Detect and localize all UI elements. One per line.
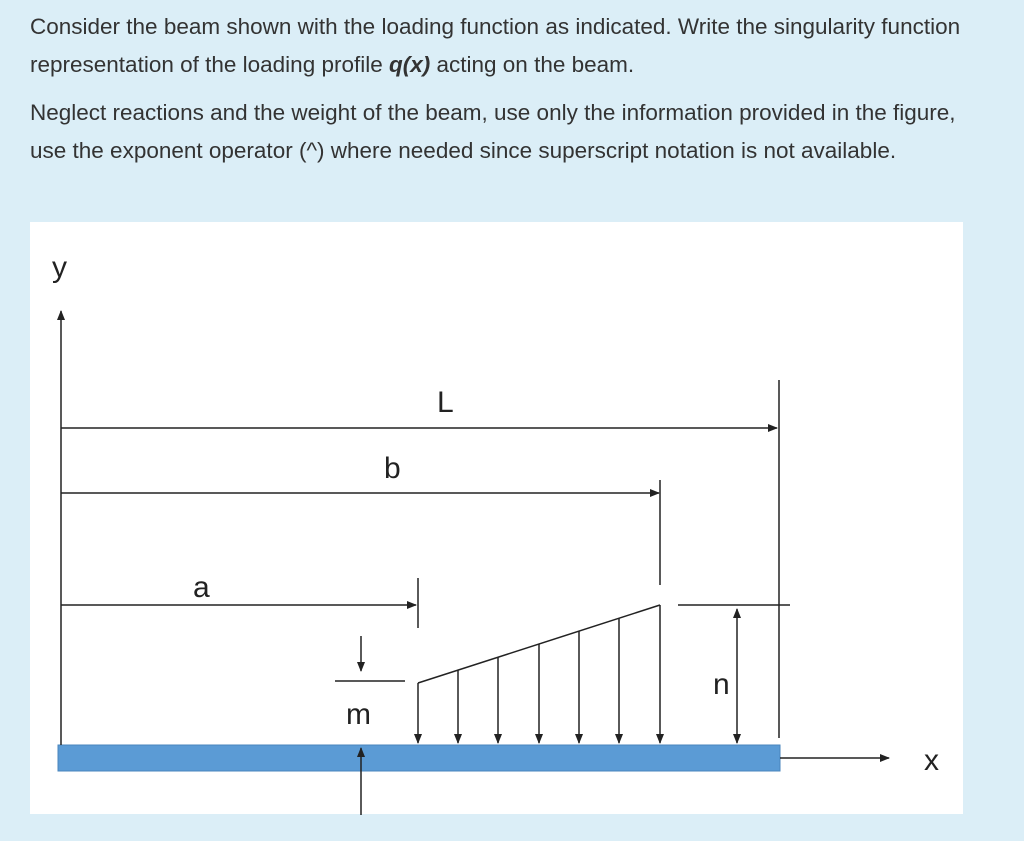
dimension-L-label: L <box>437 386 454 419</box>
distributed-load-arrows <box>418 605 660 743</box>
point-load-m-label: m <box>346 698 371 731</box>
loading-function-name: q(x) <box>389 52 431 77</box>
dimension-a-label: a <box>193 571 210 604</box>
question-paragraph-2: Neglect reactions and the weight of the beam, use only the information provided in the figure, use the exponent operator (^) where needed since superscript notation is not available. <box>30 100 956 163</box>
question-text-part-1: Consider the beam shown with the loading function as indicated. Write the singularity function representation of the loading profile <box>30 14 961 77</box>
x-axis-label: x <box>924 744 939 777</box>
dimension-b-label: b <box>384 452 401 485</box>
y-axis-label: y <box>52 251 67 284</box>
intensity-n-label: n <box>713 668 730 701</box>
question-text-part-2: acting on the beam. <box>430 52 635 77</box>
beam <box>58 745 780 771</box>
